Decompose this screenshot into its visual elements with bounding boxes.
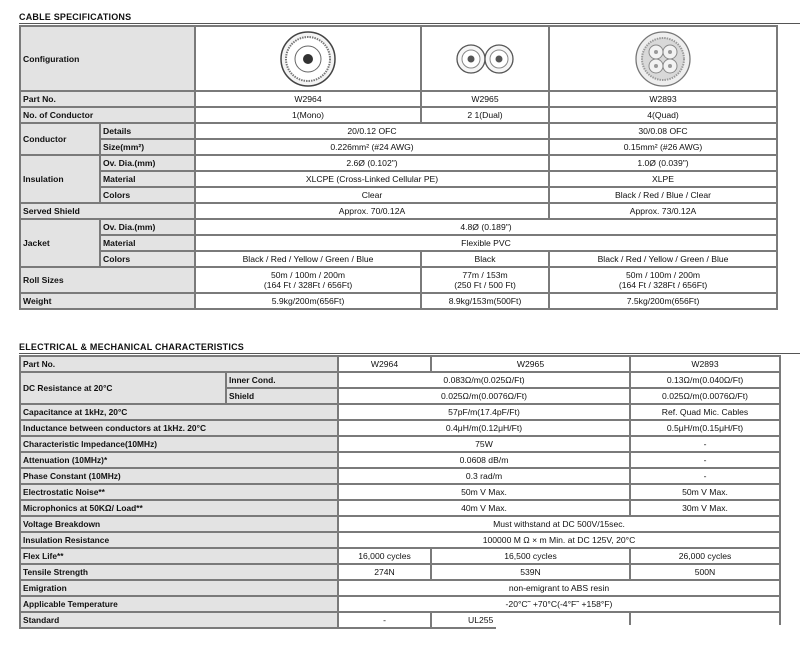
- details-label: Details: [101, 124, 194, 138]
- insulation-resistance-row: [21, 533, 779, 547]
- weight-value: 8.9kg/153m(500Ft): [422, 294, 548, 308]
- insulation-material-value: XLCPE (Cross-Linked Cellular PE): [196, 172, 548, 186]
- temperature-label: Applicable Temperature: [21, 597, 337, 611]
- dc-inner-value: 0.13Ω/m(0.040Ω/Ft): [631, 373, 779, 387]
- part-no-w2965: W2965: [422, 92, 548, 106]
- conductor-details-value: 20/0.12 OFC: [196, 124, 548, 138]
- insulation-label: Insulation: [21, 156, 99, 202]
- insulation-material-row: [21, 172, 776, 186]
- served-shield-label: Served Shield: [21, 204, 194, 218]
- dc-inner-value: 0.083Ω/m(0.025Ω/Ft): [339, 373, 629, 387]
- electrical-characteristics-title: ELECTRICAL & MECHANICAL CHARACTERISTICS: [19, 342, 244, 352]
- part-no-w2893: W2893: [631, 357, 779, 371]
- electrostatic-noise-value: 50m V Max.: [339, 485, 629, 499]
- material-label: Material: [101, 236, 194, 250]
- voltage-breakdown-label: Voltage Breakdown: [21, 517, 337, 531]
- conductor-count: 1(Mono): [196, 108, 420, 122]
- flex-life-value: 26,000 cycles: [631, 549, 779, 563]
- size-label: Size(mm²): [101, 140, 194, 154]
- cable-specifications-table: [19, 25, 778, 310]
- standard-value: -: [339, 613, 430, 627]
- phase-constant-value: -: [631, 469, 779, 483]
- served-shield-value: Approx. 73/0.12A: [550, 204, 776, 218]
- conductor-size-row: [21, 140, 776, 154]
- jacket-label: Jacket: [21, 220, 99, 266]
- phase-constant-row: [21, 469, 779, 483]
- part-no-w2965: W2965: [432, 357, 629, 371]
- material-label: Material: [101, 172, 194, 186]
- insulation-colors-value: Black / Red / Blue / Clear: [550, 188, 776, 202]
- impedance-value: 75W: [339, 437, 629, 451]
- part-no-w2964: W2964: [339, 357, 430, 371]
- conductor-details-row: [21, 124, 776, 138]
- flex-life-value: 16,000 cycles: [339, 549, 430, 563]
- conductor-details-value: 30/0.08 OFC: [550, 124, 776, 138]
- tensile-strength-row: [21, 565, 779, 579]
- microphonics-value: 30m V Max.: [631, 501, 779, 515]
- impedance-row: [21, 437, 779, 451]
- ov-dia-label: Ov. Dia.(mm): [101, 156, 194, 170]
- emigration-label: Emigration: [21, 581, 337, 595]
- emigration-row: [21, 581, 779, 595]
- roll-sizes-label: Roll Sizes: [21, 268, 194, 292]
- section-divider: [19, 23, 800, 24]
- standard-label: Standard: [21, 613, 337, 627]
- roll-size-value: [196, 268, 420, 292]
- config-mono: [196, 27, 420, 90]
- impedance-label: Characteristic Impedance(10MHz): [21, 437, 337, 451]
- insulation-resistance-value: 100000 M Ω × m Min. at DC 125V, 20°C: [339, 533, 779, 547]
- electrostatic-noise-row: [21, 485, 779, 499]
- tensile-strength-label: Tensile Strength: [21, 565, 337, 579]
- microphonics-row: [21, 501, 779, 515]
- quad-cable-icon: [633, 29, 693, 89]
- inductance-value: 0.4μH/m(0.12μH/Ft): [339, 421, 629, 435]
- electrostatic-noise-label: Electrostatic Noise**: [21, 485, 337, 499]
- weight-label: Weight: [21, 294, 194, 308]
- jacket-ov-value: 4.8Ø (0.189"): [196, 220, 776, 234]
- conductor-size-value: 0.226mm² (#24 AWG): [196, 140, 548, 154]
- colors-label: Colors: [101, 252, 194, 266]
- jacket-colors-value: Black / Red / Yellow / Green / Blue: [196, 252, 420, 266]
- inductance-value: 0.5μH/m(0.15μH/Ft): [631, 421, 779, 435]
- config-quad: [550, 27, 776, 90]
- part-no-label: Part No.: [21, 92, 194, 106]
- served-shield-row: [21, 204, 776, 218]
- jacket-colors-value: Black / Red / Yellow / Green / Blue: [550, 252, 776, 266]
- microphonics-label: Microphonics at 50KΩ/ Load**: [21, 501, 337, 515]
- image-cutoff: [496, 625, 800, 666]
- jacket-colors-row: [21, 252, 776, 266]
- part-no-label: Part No.: [21, 357, 337, 371]
- dual-cable-icon: [450, 29, 520, 89]
- tensile-strength-value: 500N: [631, 565, 779, 579]
- shield-label: Shield: [227, 389, 337, 403]
- phase-constant-label: Phase Constant (10MHz): [21, 469, 337, 483]
- microphonics-value: 40m V Max.: [339, 501, 629, 515]
- insulation-ov-value: 2.6Ø (0.102"): [196, 156, 548, 170]
- weight-value: 5.9kg/200m(656Ft): [196, 294, 420, 308]
- inner-cond-label: Inner Cond.: [227, 373, 337, 387]
- roll-size-imperial: (164 Ft / 328Ft / 656Ft): [618, 280, 708, 290]
- mono-cable-icon: [278, 29, 338, 89]
- flex-life-value: 16,500 cycles: [432, 549, 629, 563]
- capacitance-value: Ref. Quad Mic. Cables: [631, 405, 779, 419]
- configuration-label: Configuration: [21, 27, 194, 90]
- tensile-strength-value: 274N: [339, 565, 430, 579]
- tensile-strength-value: 539N: [432, 565, 629, 579]
- no-of-conductor-label: No. of Conductor: [21, 108, 194, 122]
- jacket-ov-row: [21, 220, 776, 234]
- attenuation-label: Attenuation (10MHz)*: [21, 453, 337, 467]
- attenuation-value: -: [631, 453, 779, 467]
- phase-constant-value: 0.3 rad/m: [339, 469, 629, 483]
- temperature-value: -20°C˜ +70°C(-4°F˜ +158°F): [339, 597, 779, 611]
- jacket-material-row: [21, 236, 776, 250]
- conductor-label: Conductor: [21, 124, 99, 154]
- standard-value: UL255: [432, 613, 629, 627]
- conductor-count: 4(Quad): [550, 108, 776, 122]
- weight-row: [21, 294, 776, 308]
- roll-size-imperial: (164 Ft / 328Ft / 656Ft): [263, 280, 353, 290]
- part-no-row: [21, 357, 779, 371]
- emigration-value: non-emigrant to ABS resin: [339, 581, 779, 595]
- attenuation-row: [21, 453, 779, 467]
- electrical-characteristics-table: [19, 355, 781, 629]
- voltage-breakdown-row: [21, 517, 779, 531]
- conductor-count: 2 1(Dual): [422, 108, 548, 122]
- temperature-row: [21, 597, 779, 611]
- jacket-material-value: Flexible PVC: [196, 236, 776, 250]
- inductance-row: [21, 421, 779, 435]
- roll-size-metric: 50m / 100m / 200m: [270, 270, 346, 280]
- roll-size-metric: 77m / 153m: [462, 270, 508, 280]
- roll-size-imperial: (250 Ft / 500 Ft): [454, 280, 516, 290]
- insulation-material-value: XLPE: [550, 172, 776, 186]
- config-dual: [422, 27, 548, 90]
- configuration-row: [21, 27, 776, 90]
- weight-value: 7.5kg/200m(656Ft): [550, 294, 776, 308]
- insulation-ov-row: [21, 156, 776, 170]
- ov-dia-label: Ov. Dia.(mm): [101, 220, 194, 234]
- impedance-value: -: [631, 437, 779, 451]
- capacitance-row: [21, 405, 779, 419]
- insulation-colors-row: [21, 188, 776, 202]
- no-of-conductor-row: [21, 108, 776, 122]
- conductor-size-value: 0.15mm² (#26 AWG): [550, 140, 776, 154]
- dc-shield-value: 0.025Ω/m(0.0076Ω/Ft): [339, 389, 629, 403]
- insulation-colors-value: Clear: [196, 188, 548, 202]
- electrostatic-noise-value: 50m V Max.: [631, 485, 779, 499]
- dc-resistance-label: DC Resistance at 20°C: [21, 373, 225, 403]
- cable-specifications-title: CABLE SPECIFICATIONS: [19, 12, 132, 22]
- roll-size-value: [422, 268, 548, 292]
- insulation-ov-value: 1.0Ø (0.039"): [550, 156, 776, 170]
- dc-inner-row: [21, 373, 779, 387]
- dc-shield-value: 0.025Ω/m(0.0076Ω/Ft): [631, 389, 779, 403]
- jacket-colors-value: Black: [422, 252, 548, 266]
- roll-sizes-row: [21, 268, 776, 292]
- roll-size-value: [550, 268, 776, 292]
- insulation-resistance-label: Insulation Resistance: [21, 533, 337, 547]
- flex-life-row: [21, 549, 779, 563]
- section-divider: [19, 353, 800, 354]
- colors-label: Colors: [101, 188, 194, 202]
- served-shield-value: Approx. 70/0.12A: [196, 204, 548, 218]
- flex-life-label: Flex Life**: [21, 549, 337, 563]
- voltage-breakdown-value: Must withstand at DC 500V/15sec.: [339, 517, 779, 531]
- attenuation-value: 0.0608 dB/m: [339, 453, 629, 467]
- inductance-label: Inductance between conductors at 1kHz. 20°C: [21, 421, 337, 435]
- part-no-w2893: W2893: [550, 92, 776, 106]
- part-no-row: [21, 92, 776, 106]
- part-no-w2964: W2964: [196, 92, 420, 106]
- capacitance-value: 57pF/m(17.4pF/Ft): [339, 405, 629, 419]
- capacitance-label: Capacitance at 1kHz, 20°C: [21, 405, 337, 419]
- roll-size-metric: 50m / 100m / 200m: [625, 270, 701, 280]
